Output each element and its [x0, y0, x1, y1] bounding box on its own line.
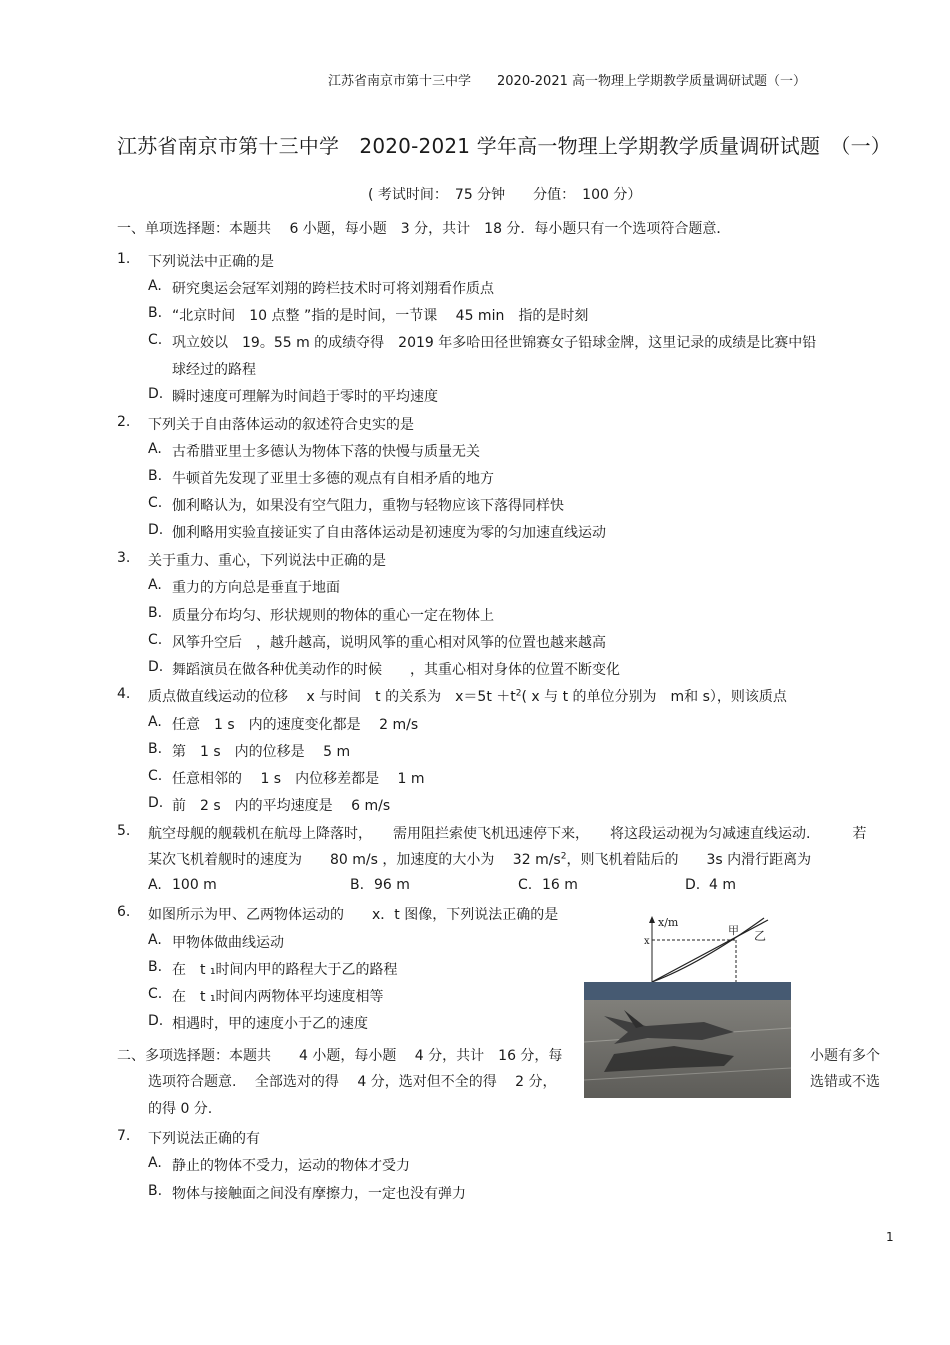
q2-option-b-label: B.: [148, 468, 163, 484]
y-axis-label: x/m: [658, 916, 679, 929]
q3-option-c-label: C.: [148, 632, 163, 648]
q2-option-d: 伽利略用实验直接证实了自由落体运动是初速度为零的匀加速直线运动: [172, 525, 606, 541]
q4-number: 4.: [117, 686, 131, 702]
q4-stem: [148, 686, 787, 706]
q6-option-a: 甲物体做曲线运动: [172, 935, 284, 951]
q1-stem: 下列说法中正确的是: [148, 254, 274, 270]
q1-option-d: 瞬时速度可理解为时间趋于零时的平均速度: [172, 389, 438, 405]
q1-option-a: 研究奥运会冠军刘翔的跨栏技术时可将刘翔看作质点: [172, 281, 494, 297]
q2-option-a-label: A.: [148, 441, 162, 457]
q6-option-c-label: C.: [148, 986, 163, 1002]
q5-option-a-label: A.: [148, 877, 162, 893]
q3-option-a: 重力的方向总是垂直于地面: [172, 580, 340, 596]
label-yi: 乙: [754, 929, 767, 943]
page-number: 1: [886, 1230, 894, 1244]
label-jia: 甲: [728, 924, 739, 937]
y-axis-arrow: [649, 916, 655, 923]
q4-option-c: 任意相邻的 1 s 内位移差都是 1 m: [172, 771, 425, 787]
q3-stem: 关于重力、重心，下列说法中正确的是: [148, 553, 386, 569]
q4-option-b: 第 1 s 内的位移是 5 m: [172, 744, 351, 760]
q1-option-c-continued: 球经过的路程: [172, 362, 256, 378]
q6-option-a-label: A.: [148, 932, 162, 948]
q2-option-d-label: D.: [148, 522, 164, 538]
q2-option-b: 牛顿首先发现了亚里士多德的观点有自相矛盾的地方: [172, 471, 494, 487]
q4-stem-part-2: ( x 与 t 的单位分别为 m和 s），则该质点: [521, 689, 787, 705]
q7-option-a: 静止的物体不受力，运动的物体才受力: [172, 1158, 410, 1174]
section-1-heading: 一、单项选择题：本题共 6 小题，每小题 3 分，共计 18 分．每小题只有一个选项符合题意．: [117, 221, 731, 237]
q5-stem-line-1: 航空母舰的舰载机在航母上降落时， 需用阻拦索使飞机迅速停下来， 将这段运动视为匀减速直线运动. 若: [148, 826, 867, 842]
q5-stem-part-1: 某次飞机着舰时的速度为 80 m/s ，加速度的大小为 32 m/s: [148, 852, 561, 868]
q3-option-d-label: D.: [148, 659, 164, 675]
section-2-line-2b: 选错或不选: [810, 1074, 880, 1090]
line-yi: [652, 920, 768, 982]
section-2-line-1a: 二、多项选择题：本题共 4 小题，每小题 4 分，共计 16 分，每: [117, 1048, 563, 1064]
q6-option-d: 相遇时，甲的速度小于乙的速度: [172, 1016, 368, 1032]
q7-option-a-label: A.: [148, 1155, 162, 1171]
q1-option-b-label: B.: [148, 305, 163, 321]
q6-option-b-label: B.: [148, 959, 163, 975]
q2-option-c: 伽利略认为，如果没有空气阻力，重物与轻物应该下落得同样快: [172, 498, 564, 514]
q1-option-b: “北京时间 10 点整 ”指的是时间，一节课 45 min 指的是时刻: [172, 308, 589, 324]
q5-option-d-label: D.: [685, 877, 701, 893]
q5-option-c: 16 m: [542, 877, 578, 893]
q7-number: 7.: [117, 1128, 131, 1144]
sea: [584, 982, 791, 1000]
q4-option-b-label: B.: [148, 741, 163, 757]
section-2-line-2a: 选项符合题意. 全部选对的得 4 分，选对但不全的得 2 分，: [148, 1074, 557, 1090]
q7-option-b: 物体与接触面之间没有摩擦力，一定也没有弹力: [172, 1186, 466, 1202]
q4-option-c-label: C.: [148, 768, 163, 784]
q4-option-d-label: D.: [148, 795, 164, 811]
q2-option-a: 古希腊亚里士多德认为物体下落的快慢与质量无关: [172, 444, 480, 460]
q4-option-a: 任意 1 s 内的速度变化都是 2 m/s: [172, 717, 419, 733]
exam-info: ( 考试时间： 75 分钟 分值： 100 分）: [368, 187, 642, 203]
q3-option-a-label: A.: [148, 577, 162, 593]
x-t-graph-figure: [640, 912, 790, 982]
q6-option-c: 在 t ₁时间内两物体平均速度相等: [172, 989, 384, 1005]
q3-option-c: 风筝升空后 ，越升越高，说明风筝的重心相对风筝的位置也越来越高: [172, 635, 606, 651]
q6-option-d-label: D.: [148, 1013, 164, 1029]
q7-stem: 下列说法正确的有: [148, 1131, 260, 1147]
q3-option-b-label: B.: [148, 605, 163, 621]
q5-option-d: 4 m: [709, 877, 736, 893]
q5-option-b: 96 m: [374, 877, 410, 893]
q5-number: 5.: [117, 823, 131, 839]
carrier-landing-photo: [584, 982, 791, 1098]
q5-option-c-label: C.: [518, 877, 533, 893]
running-header: 江苏省南京市第十三中学 2020-2021 高一物理上学期教学质量调研试题（一）: [328, 74, 806, 89]
q4-option-a-label: A.: [148, 714, 162, 730]
q3-option-b: 质量分布均匀、形状规则的物体的重心一定在物体上: [172, 608, 494, 624]
q4-stem-part-1: 质点做直线运动的位移 x 与时间 t 的关系为 x＝5t ＋t: [148, 689, 516, 705]
q2-stem: 下列关于自由落体运动的叙述符合史实的是: [148, 417, 414, 433]
q2-option-c-label: C.: [148, 495, 163, 511]
q1-option-d-label: D.: [148, 386, 164, 402]
q7-option-b-label: B.: [148, 1183, 163, 1199]
q4-option-d: 前 2 s 内的平均速度是 6 m/s: [172, 798, 391, 814]
q1-option-c-label: C.: [148, 332, 163, 348]
q3-option-d: 舞蹈演员在做各种优美动作的时候 ，其重心相对身体的位置不断变化: [172, 662, 620, 678]
q2-number: 2.: [117, 414, 131, 430]
carrier-photo: [584, 982, 791, 1098]
page-title: 江苏省南京市第十三中学 2020-2021 学年高一物理上学期教学质量调研试题 （一）: [117, 134, 891, 158]
q5-option-b-label: B.: [350, 877, 365, 893]
section-2-line-3: 的得 0 分.: [148, 1101, 213, 1117]
q1-option-c: 巩立姣以 19。55 m 的成绩夺得 2019 年多哈田径世锦赛女子铅球金牌，这里记录的成绩是比赛中铅: [172, 335, 817, 351]
q1-option-a-label: A.: [148, 278, 162, 294]
q4-exponent: 2: [515, 688, 522, 699]
q1-number: 1.: [117, 251, 131, 267]
q5-stem-part-2: ，则飞机着陆后的 3s 内滑行距离为: [566, 852, 812, 868]
x-t-graph: [640, 912, 790, 982]
q5-stem-line-2: [148, 849, 811, 869]
section-2-line-1b: 小题有多个: [810, 1048, 880, 1064]
q3-number: 3.: [117, 550, 131, 566]
q6-number: 6.: [117, 904, 131, 920]
q6-stem: 如图所示为甲、乙两物体运动的 x．t 图像，下列说法正确的是: [148, 907, 559, 923]
q6-option-b: 在 t ₁时间内甲的路程大于乙的路程: [172, 962, 398, 978]
q5-option-a: 100 m: [172, 877, 217, 893]
q5-exponent: 2: [560, 851, 567, 862]
x-tick-label: x: [644, 936, 650, 947]
